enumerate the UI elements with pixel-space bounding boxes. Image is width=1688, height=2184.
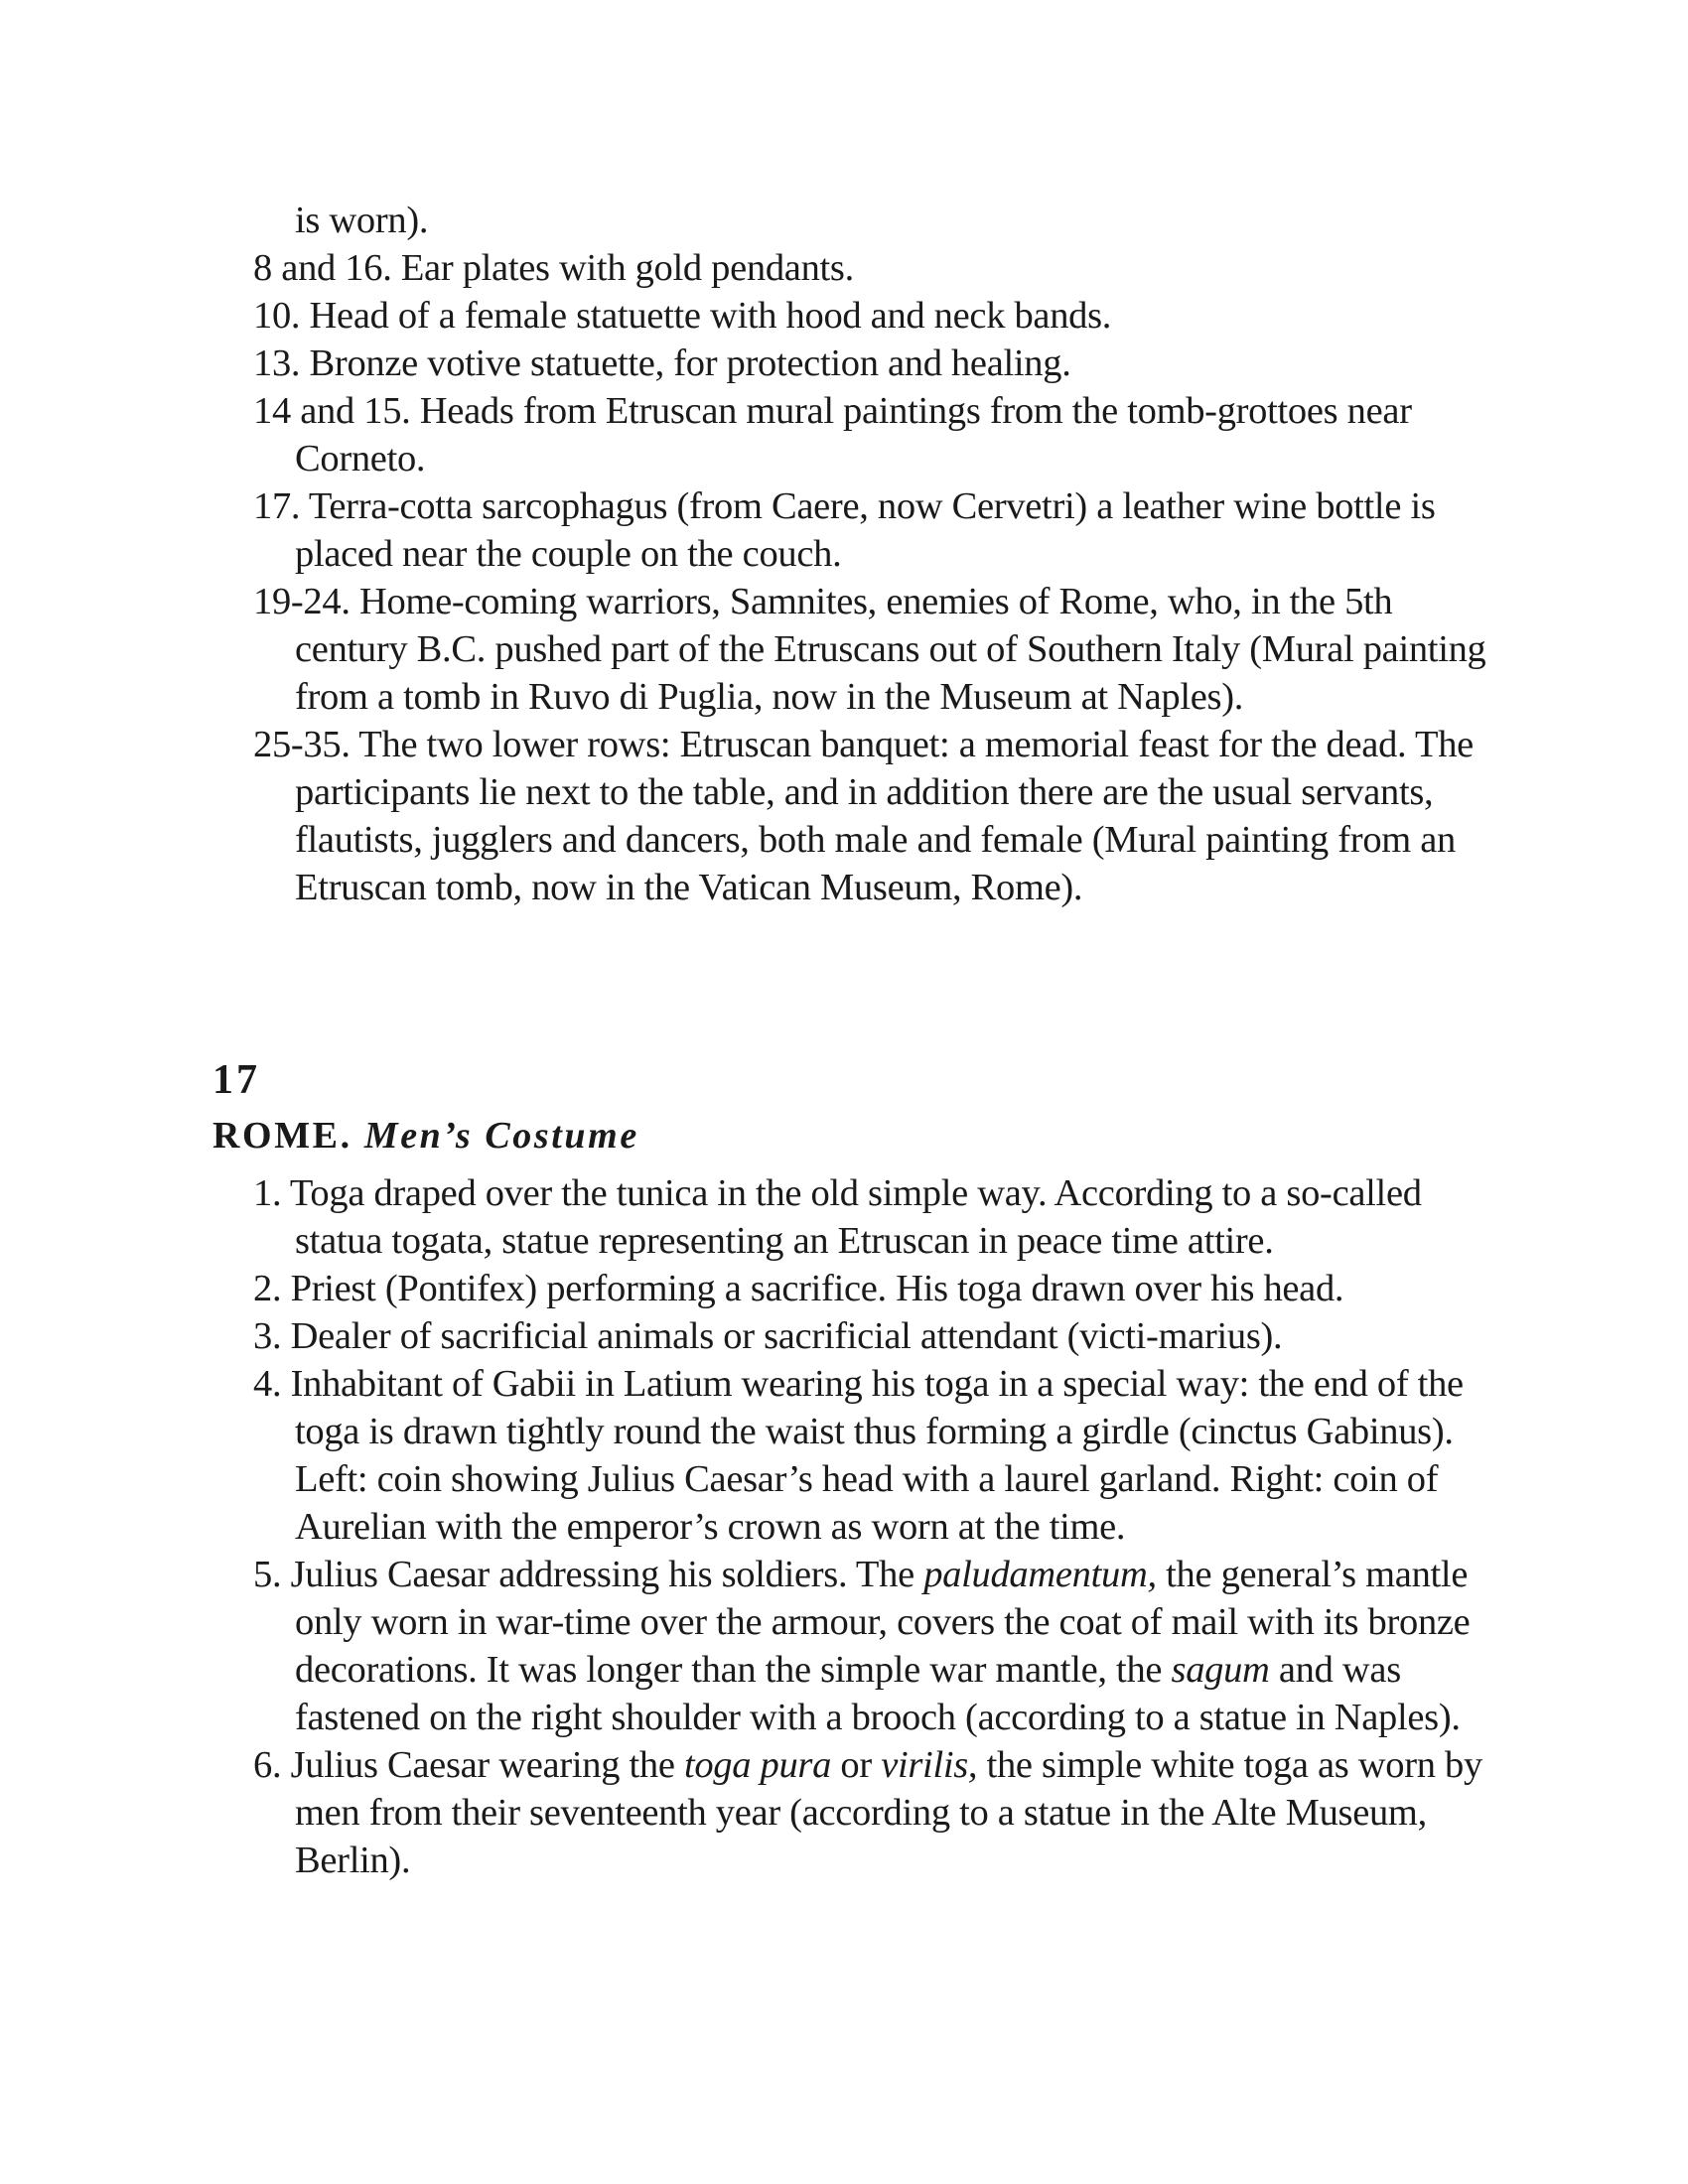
list-item: 19-24. Home-coming warriors, Samnites, enemies of Rome, who, in the 5th century B.C. pushed part of the Etruscans out of Southern Italy (Mural painting from a tomb in Ruvo di Puglia, now in the Museum at Naples).: [253, 581, 1486, 718]
list-item: is worn).: [295, 200, 429, 241]
item-text: the simple white toga as worn by men from their seventeenth year (according to a statue in the Alte Museum, Berlin).: [295, 1744, 1482, 1881]
item-term: sagum: [1171, 1649, 1270, 1691]
item-text: 6. Julius Caesar wearing the: [253, 1744, 684, 1786]
list-item: 2. Priest (Pontifex) performing a sacrifice. His toga drawn over his head.: [253, 1268, 1344, 1309]
list-item: 13. Bronze votive statuette, for protection and healing.: [253, 342, 1071, 384]
item-text: or: [831, 1744, 882, 1786]
item-text: and was fastened on the right shoulder with a brooch (according to a statue in Naples).: [295, 1649, 1461, 1738]
section-title: [212, 1112, 639, 1160]
caption-list-etruria: [253, 197, 1504, 911]
list-item: 4. Inhabitant of Gabii in Latium wearing his toga in a special way: the end of the toga is drawn tightly round the waist thus forming a girdle (cinctus Gabinus). Left: coin showing Julius Caesar’s head with a laurel garland. Right: coin of Aurelian with the emperor’s crown as worn at the time.: [253, 1363, 1464, 1548]
item-term: virilis,: [881, 1744, 978, 1786]
caption-list-rome: [253, 1169, 1504, 1884]
item-term: toga pura: [683, 1744, 832, 1786]
list-item: 17. Terra-cotta sarcophagus (from Caere, now Cervetri) a leather wine bottle is placed near the couple on the couch.: [253, 485, 1436, 575]
list-item: [253, 1741, 1504, 1884]
list-item: [253, 1551, 1504, 1741]
item-text: 5. Julius Caesar addressing his soldiers. The: [253, 1554, 924, 1595]
list-item: 1. Toga draped over the tunica in the old simple way. According to a so-called statua togata, statue representing an Etruscan in peace time attire.: [253, 1172, 1422, 1262]
list-item: 25-35. The two lower rows: Etruscan banquet: a memorial feast for the dead. The participants lie next to the table, and in addition there are the usual servants, flautists, jugglers and dancers, both male and female (Mural painting from an Etruscan tomb, now in the Vatican Museum, Rome).: [253, 724, 1474, 908]
section-title-place: ROME.: [212, 1115, 352, 1157]
section-title-topic: Men’s Costume: [363, 1115, 639, 1157]
list-item: 8 and 16. Ear plates with gold pendants.: [253, 247, 854, 289]
item-term: paludamentum,: [923, 1554, 1157, 1595]
list-item: 3. Dealer of sacrificial animals or sacrificial attendant (victi-marius).: [253, 1315, 1283, 1357]
item-text: the general’s mantle only worn in war-time over the armour, covers the coat of mail with its bronze decorations. It was longer than the simple war mantle, the: [295, 1554, 1471, 1691]
list-item: 14 and 15. Heads from Etruscan mural paintings from the tomb-grottoes near Corneto.: [253, 390, 1412, 479]
section-number: 17: [212, 1057, 260, 1103]
list-item: 10. Head of a female statuette with hood and neck bands.: [253, 295, 1112, 337]
